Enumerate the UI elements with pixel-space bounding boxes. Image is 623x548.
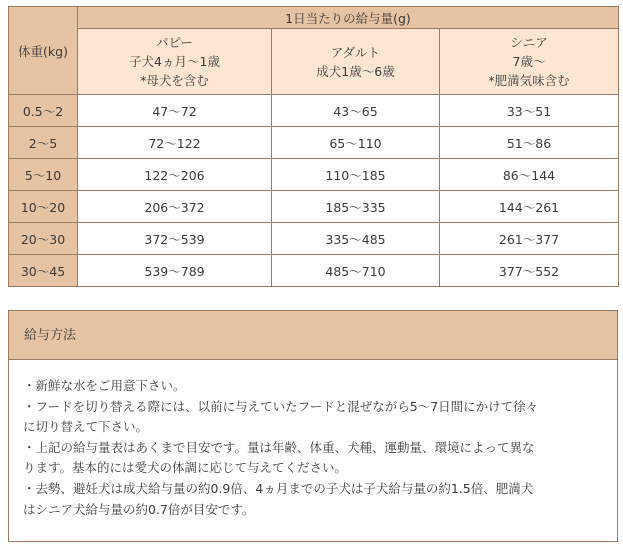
weight-cell: 20～30 bbox=[9, 223, 78, 255]
puppy-amount-cell: 206～372 bbox=[78, 191, 272, 223]
table-header-row bbox=[9, 7, 619, 29]
puppy-amount-cell: 72～122 bbox=[78, 127, 272, 159]
table-row bbox=[9, 159, 619, 191]
weight-column-header: 体重(kg) bbox=[9, 7, 78, 95]
life-stage-header-row bbox=[9, 29, 619, 95]
table-row bbox=[9, 191, 619, 223]
header-line: 子犬4ヵ月～1歳 bbox=[129, 54, 220, 69]
method-line: ります。基本的には愛犬の体調に応じて与えてください。 bbox=[23, 460, 348, 476]
weight-cell: 5～10 bbox=[9, 159, 78, 191]
adult-amount-cell: 110～185 bbox=[272, 159, 440, 191]
senior-column-header bbox=[440, 29, 619, 95]
daily-amount-header: 1日当たりの給与量(g) bbox=[78, 7, 619, 29]
senior-amount-cell: 144～261 bbox=[440, 191, 619, 223]
method-line: ・フードを切り替える際には、以前に与えていたフードと混ぜながら5～7日間にかけて徐々 bbox=[23, 398, 539, 414]
adult-amount-cell: 43～65 bbox=[272, 95, 440, 127]
header-line: パピー bbox=[155, 35, 193, 50]
puppy-amount-cell: 47～72 bbox=[78, 95, 272, 127]
senior-amount-cell: 33～51 bbox=[440, 95, 619, 127]
feeding-method-body bbox=[9, 360, 617, 520]
header-line: *肥満気味含む bbox=[488, 73, 570, 88]
method-line: ・去勢、避妊犬は成犬給与量の約0.9倍、4ヵ月までの子犬は子犬給与量の約1.5倍、肥満犬 bbox=[23, 480, 534, 496]
puppy-amount-cell: 372～539 bbox=[78, 223, 272, 255]
weight-cell: 2～5 bbox=[9, 127, 78, 159]
header-line: 7歳～ bbox=[512, 54, 546, 69]
adult-column-header bbox=[272, 29, 440, 95]
adult-amount-cell: 185～335 bbox=[272, 191, 440, 223]
method-line: ・上記の給与量表はあくまで目安です。量は年齢、体重、犬種、運動量、環境によって異な bbox=[23, 439, 535, 455]
adult-amount-cell: 65～110 bbox=[272, 127, 440, 159]
senior-amount-cell: 51～86 bbox=[440, 127, 619, 159]
table-row bbox=[9, 255, 619, 287]
header-line: 成犬1歳～6歳 bbox=[316, 63, 395, 79]
header-line: シニア bbox=[510, 35, 548, 50]
method-line: ・新鮮な水をご用意下さい。 bbox=[23, 378, 186, 393]
feeding-method-box bbox=[8, 310, 618, 542]
method-line: に切り替えて下さい。 bbox=[23, 419, 149, 435]
table-row bbox=[9, 95, 619, 127]
senior-amount-cell: 86～144 bbox=[440, 159, 619, 191]
feeding-amount-table bbox=[8, 6, 619, 287]
table-row bbox=[9, 127, 619, 159]
header-line: アダルト bbox=[330, 44, 381, 60]
adult-amount-cell: 335～485 bbox=[272, 223, 440, 255]
adult-amount-cell: 485～710 bbox=[272, 255, 440, 287]
weight-cell: 10～20 bbox=[9, 191, 78, 223]
puppy-amount-cell: 122～206 bbox=[78, 159, 272, 191]
senior-amount-cell: 261～377 bbox=[440, 223, 619, 255]
header-line: *母犬を含む bbox=[140, 73, 209, 88]
table-row bbox=[9, 223, 619, 255]
senior-amount-cell: 377～552 bbox=[440, 255, 619, 287]
feeding-method-title: 給与方法 bbox=[9, 311, 617, 360]
puppy-amount-cell: 539～789 bbox=[78, 255, 272, 287]
method-line: はシニア犬給与量の約0.7倍が目安です。 bbox=[23, 501, 255, 517]
puppy-column-header bbox=[78, 29, 272, 95]
weight-cell: 30～45 bbox=[9, 255, 78, 287]
weight-cell: 0.5～2 bbox=[9, 95, 78, 127]
